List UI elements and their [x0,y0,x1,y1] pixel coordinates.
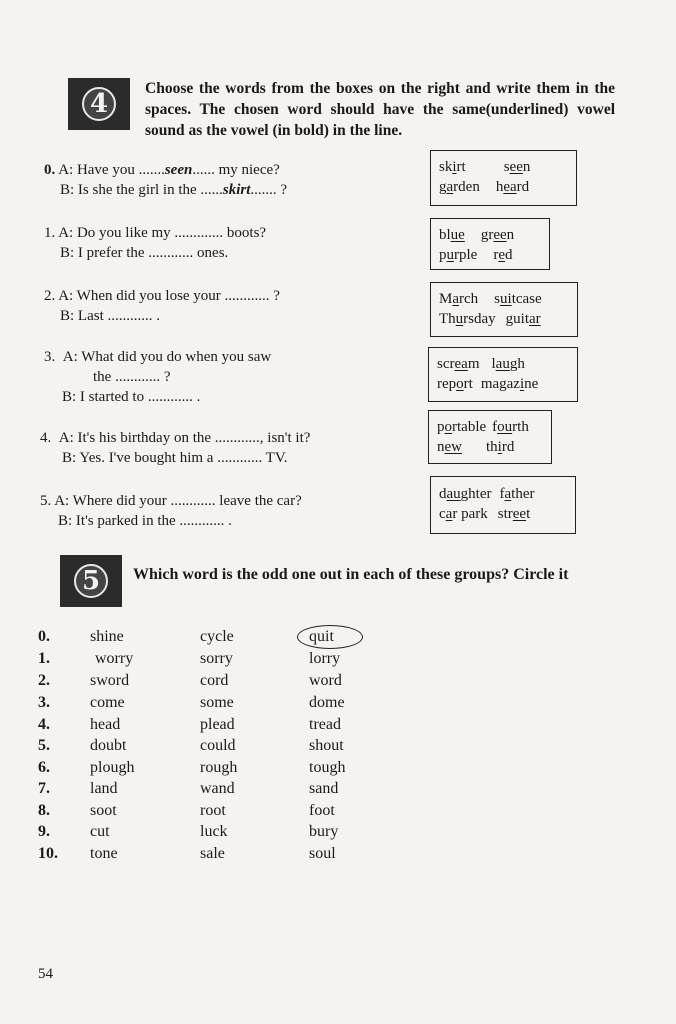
word-1: soot [90,802,117,819]
word-3: bury [309,823,339,840]
word-1: plough [90,759,135,776]
item-0-b-suffix: ? [276,182,288,198]
item-0-number: 0. [44,162,56,178]
box-4-word-3: new [437,439,462,455]
item-4-dialogue [40,428,310,468]
box-0-word-1: skirt [439,159,466,175]
item-1-line-a: A: Do you like my ............. boots? [58,225,267,241]
word-3: tough [309,759,346,776]
box-2-word-2: suitcase [494,291,542,307]
item-1-line-b: B: I prefer the ............ ones. [60,245,229,261]
item-4-line-a: A: It's his birthday on the ............, isn't it? [58,430,311,446]
box-4-word-4: third [486,439,515,455]
answer-circle [297,625,363,649]
item-0-a-answer: seen [164,162,193,178]
word-1: come [90,694,125,711]
item-1-word-box [430,218,550,270]
row-number: 5. [38,737,50,754]
item-1-number: 1. [44,225,56,241]
item-3-line-a-cont: the ............ ? [93,369,171,385]
word-1: cut [90,823,110,840]
word-3: sand [309,780,339,797]
word-2: some [200,694,234,711]
box-3-word-3: report [437,376,473,392]
word-1: head [90,716,121,733]
item-2-line-a: A: When did you lose your ............ ? [58,288,280,304]
word-2: sorry [200,650,233,667]
word-3: tread [309,716,341,733]
box-1-word-2: green [480,227,515,243]
exercise-5-instruction: Which word is the odd one out in each of these groups? Circle it [133,566,569,583]
exercise-4-badge [68,78,130,130]
row-number: 8. [38,802,50,819]
item-0-line-a [44,160,287,180]
word-3: foot [309,802,335,819]
item-3-number: 3. [44,349,56,365]
box-1-word-3: purple [439,247,478,263]
page-number: 54 [38,966,53,982]
word-1: tone [90,845,118,862]
item-5-number: 5. [40,493,52,509]
item-5-line-a: A: Where did your ............ leave the car? [54,493,302,509]
item-5-line-b: B: It's parked in the ............ . [58,513,232,529]
row-number: 7. [38,780,50,797]
item-0-b-answer: skirt [222,182,251,198]
item-3-dialogue [44,347,271,407]
item-0-b-gap: ...... [200,182,223,198]
box-5-word-4: street [497,506,531,522]
item-0-a-prefix: A: Have you [58,162,139,178]
row-number: 6. [38,759,50,776]
word-1: land [90,780,118,797]
item-4-line-b: B: Yes. I've bought him a ............ TV. [62,450,288,466]
word-2: could [200,737,236,754]
item-3-line-a: A: What did you do when you saw [62,349,272,365]
item-2-number: 2. [44,288,56,304]
box-1-word-1: blue [439,227,465,243]
item-0-a-suffix: my niece? [214,162,280,178]
box-3-word-2: laugh [491,356,525,372]
row-number: 0. [38,628,50,645]
item-3-word-box [428,347,578,402]
exercise-4-instruction: Choose the words from the boxes on the right and write them in the spaces. The chosen word should have the same(underlined) vowel sound as the vowel (in bold) in the line. [145,80,615,139]
odd-one-out-list [38,628,458,868]
word-3: lorry [309,650,341,667]
box-1-word-4: red [493,247,513,263]
word-1: shine [90,628,124,645]
exercise-5-badge [60,555,122,607]
item-2-dialogue [44,286,280,326]
exercise-5-number: 5 [74,564,108,598]
word-2: luck [200,823,228,840]
item-5-dialogue [40,491,302,531]
item-0-b-gap-2: ....... [250,182,277,198]
row-number: 2. [38,672,50,689]
item-0-b-prefix: B: Is she the girl in the [60,182,201,198]
box-2-word-4: guitar [505,311,541,327]
word-2: sale [200,845,225,862]
word-1: sword [90,672,130,689]
box-4-word-2: fourth [492,419,529,435]
word-3: word [309,672,342,689]
item-0-line-b [44,180,287,200]
row-number: 1. [38,650,50,667]
item-2-line-b: B: Last ............ . [60,308,160,324]
word-2: cord [200,672,229,689]
word-2: root [200,802,226,819]
item-5-word-box [430,476,576,534]
word-3: dome [309,694,345,711]
box-5-word-2: father [499,486,535,502]
box-3-word-1: scream [437,356,480,372]
box-5-word-3: car park [439,506,488,522]
box-0-word-4: heard [495,179,530,195]
item-0-a-gap: ....... [138,162,165,178]
box-5-word-1: daughter [439,486,492,502]
item-1-dialogue [44,223,266,263]
word-2: rough [200,759,238,776]
box-0-word-2: seen [503,159,531,175]
item-0-dialogue [44,160,287,200]
row-number: 9. [38,823,50,840]
item-0-a-gap-2: ...... [192,162,215,178]
box-2-word-3: Thursday [439,311,496,327]
item-3-line-b: B: I started to ............ . [62,389,201,405]
word-3: soul [309,845,336,862]
item-4-word-box [428,410,552,464]
box-4-word-1: portable [437,419,487,435]
word-2: wand [200,780,235,797]
item-0-word-box [430,150,577,206]
box-2-word-1: March [439,291,479,307]
row-number: 3. [38,694,50,711]
box-0-word-3: garden [439,179,480,195]
row-number: 4. [38,716,50,733]
word-2: cycle [200,628,234,645]
box-3-word-4: magazine [480,376,539,392]
word-1: worry [95,650,134,667]
item-2-word-box [430,282,578,337]
word-2: plead [200,716,235,733]
exercise-4-number: 4 [82,87,116,121]
row-number: 10. [38,845,58,862]
word-1: doubt [90,737,127,754]
word-3: shout [309,737,344,754]
word-3-circled: quit [309,628,334,645]
item-4-number: 4. [40,430,52,446]
